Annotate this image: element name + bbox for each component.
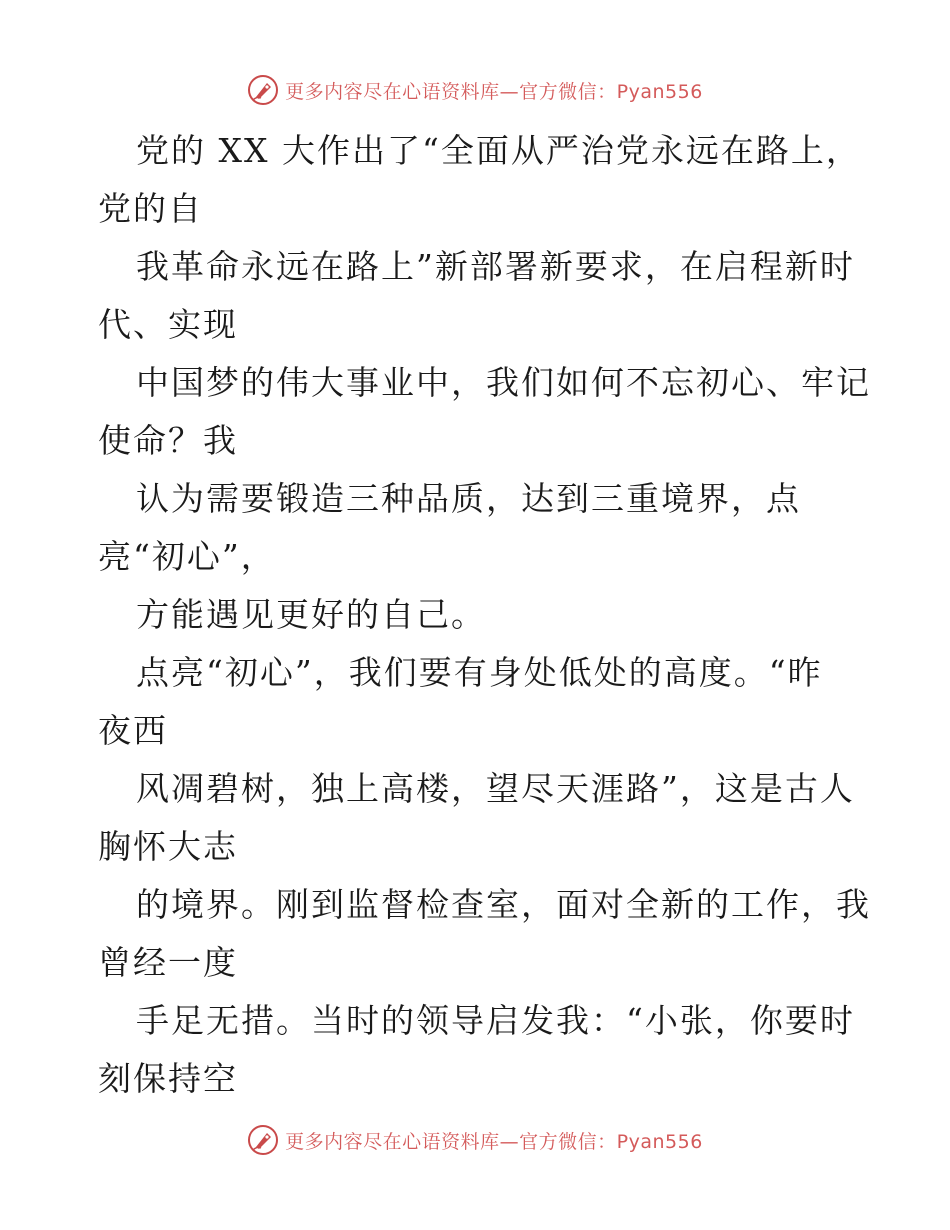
text-line: 方能遇见更好的自己。 [136, 595, 486, 634]
footer-banner-text: 更多内容尽在心语资料库—官方微信：Pyan556 [285, 1130, 703, 1153]
document-body [98, 122, 871, 1108]
text-line: 胸怀大志 [98, 827, 238, 866]
text-line: 中国梦的伟大事业中，我们如何不忘初心、牢记 [136, 363, 871, 402]
text-line: 点亮“初心”，我们要有身处低处的高度。“昨 [136, 653, 823, 692]
footer-banner [0, 1118, 950, 1162]
text-line: 手足无措。当时的领导启发我：“小张，你要时 [136, 1001, 855, 1040]
text-line: 刻保持空 [98, 1059, 238, 1098]
header-banner [0, 68, 950, 112]
text-line: 曾经一度 [98, 943, 238, 982]
text-line: 党的自 [98, 189, 203, 228]
header-banner-text: 更多内容尽在心语资料库—官方微信：Pyan556 [285, 80, 703, 103]
text-line: 党的 XX 大作出了“全面从严治党永远在路上， [136, 131, 861, 170]
text-line: 认为需要锻造三种品质，达到三重境界，点 [136, 479, 801, 518]
pen-nib-icon [247, 74, 279, 106]
text-line: 夜西 [98, 711, 168, 750]
pen-nib-icon [247, 1124, 279, 1156]
text-line: 亮“初心”， [98, 537, 276, 576]
text-line: 使命？我 [98, 421, 238, 460]
text-line: 我革命永远在路上”新部署新要求，在启程新时 [136, 247, 855, 286]
text-line: 的境界。刚到监督检查室，面对全新的工作，我 [136, 885, 871, 924]
text-line: 代、实现 [98, 305, 238, 344]
text-line: 风凋碧树，独上高楼，望尽天涯路”，这是古人 [136, 769, 855, 808]
